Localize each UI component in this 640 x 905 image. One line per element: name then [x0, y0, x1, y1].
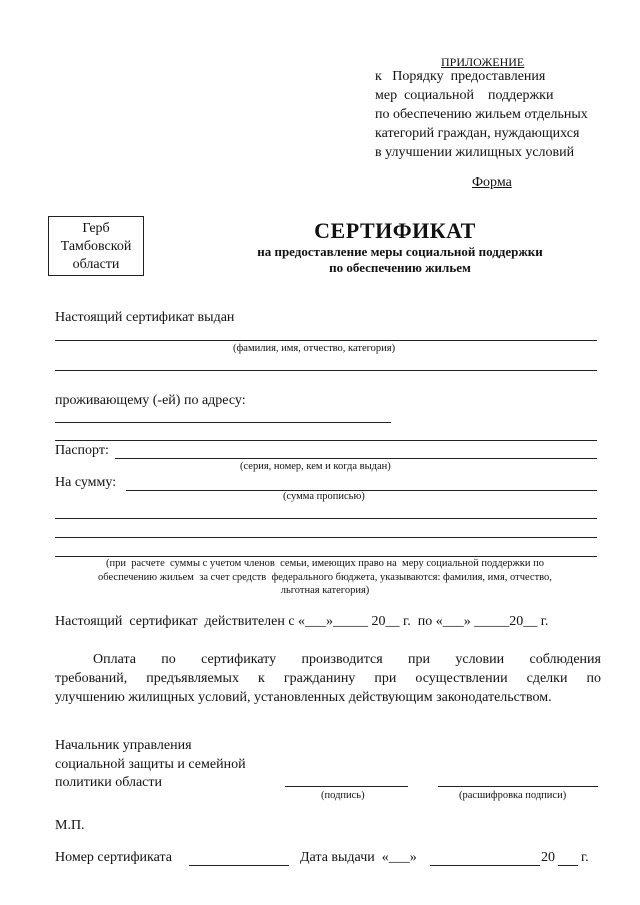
address-line[interactable]	[55, 422, 391, 423]
position-line: Начальник управления	[55, 738, 192, 753]
issued-to-line-2[interactable]	[55, 370, 597, 371]
address-line-2[interactable]	[55, 440, 597, 441]
amount-label: На сумму:	[55, 475, 117, 490]
form-label: Форма	[472, 175, 512, 190]
certificate-number-line[interactable]	[189, 865, 289, 866]
document-title: СЕРТИФИКАТ	[314, 218, 476, 243]
coat-of-arms-line: Герб	[82, 221, 110, 236]
passport-line[interactable]	[115, 458, 597, 459]
appendix-line: мер социальной поддержки	[375, 88, 554, 103]
appendix-line: по обеспечению жильем отдельных	[375, 107, 588, 122]
appendix-line: категорий граждан, нуждающихся	[375, 126, 580, 141]
appendix-title: ПРИЛОЖЕНИЕ	[441, 55, 525, 69]
note-line: льготная категория)	[280, 585, 370, 596]
subtitle-line: по обеспечению жильем	[329, 260, 471, 275]
issue-date-line[interactable]	[430, 865, 540, 866]
passport-label: Паспорт:	[55, 443, 109, 458]
issue-date-year-line[interactable]	[558, 865, 578, 866]
address-label: проживающему (-ей) по адресу:	[55, 393, 246, 408]
stamp-label: М.П.	[55, 818, 85, 833]
payment-line: Оплата по сертификату производится при условии соблюдения	[93, 652, 601, 667]
issue-date-label: Дата выдачи «___»	[300, 850, 417, 865]
family-note	[40, 557, 610, 598]
note-line: (при расчете суммы с учетом членов семьи, имеющих право на меру социальной поддержки по	[105, 558, 545, 569]
note-line: обеспечению жильем за счет средств федерального бюджета, указываются: фамилия, имя, отчество,	[98, 571, 552, 583]
coat-of-arms-line: области	[72, 257, 120, 272]
signature-hint: (подпись)	[321, 790, 365, 801]
passport-hint: (серия, номер, кем и когда выдан)	[240, 461, 391, 472]
appendix-text	[375, 67, 588, 162]
payment-paragraph	[55, 650, 601, 707]
amount-line-2[interactable]	[55, 518, 597, 519]
issued-to-line[interactable]	[55, 340, 597, 341]
issued-to-label: Настоящий сертификат выдан	[55, 310, 235, 325]
signature-decode-line[interactable]	[438, 786, 598, 787]
issue-date-year-suffix: г.	[581, 850, 589, 865]
issued-to-hint: (фамилия, имя, отчество, категория)	[233, 343, 396, 354]
certificate-number-label: Номер сертификата	[55, 850, 172, 865]
signatory-position	[55, 737, 246, 793]
subtitle-line: на предоставление меры социальной поддержки	[257, 244, 543, 259]
position-line: политики области	[55, 775, 162, 790]
payment-line: требований, предъявляемых к гражданину при осуществлении сделки по	[55, 671, 601, 686]
signature-decode-hint: (расшифровка подписи)	[459, 790, 567, 801]
appendix-line: в улучшении жилищных условий	[375, 145, 575, 160]
amount-hint: (сумма прописью)	[283, 491, 365, 502]
validity-line: Настоящий сертификат действителен с «___»_____ 20__ г. по «___» _____20__ г.	[55, 614, 549, 629]
issue-date-year: 20	[541, 850, 555, 865]
payment-line: улучшению жилищных условий, установленных действующим законодательством.	[55, 690, 552, 705]
signature-line[interactable]	[285, 786, 408, 787]
document-subtitle	[200, 244, 600, 276]
appendix-line: к Порядку предоставления	[375, 69, 546, 84]
position-line: социальной защиты и семейной	[55, 756, 246, 772]
coat-of-arms-line: Тамбовской	[60, 239, 132, 254]
amount-line-3[interactable]	[55, 537, 597, 538]
